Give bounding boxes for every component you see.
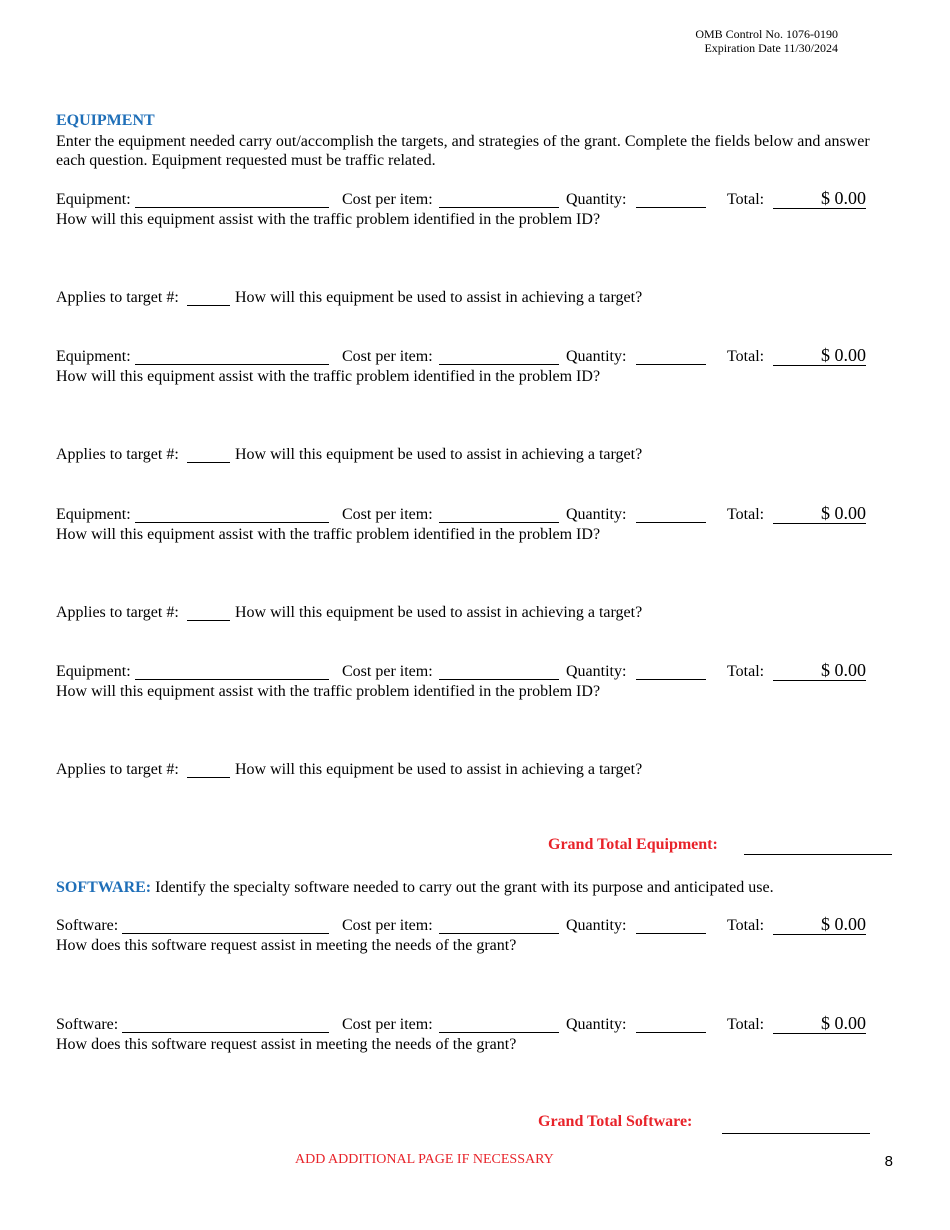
target-label: Applies to target #: [56,761,179,778]
total-label: Total: [727,348,765,365]
equipment-intro: Enter the equipment needed carry out/accomplish the targets, and strategies of the grant. Complete the fields below and answer each question. Equipment requested must be traffic related. [56,133,870,169]
software-label: Software: [56,917,119,934]
equipment-name-field[interactable] [135,207,329,208]
cost-field[interactable] [439,933,559,934]
equipment-section-title: EQUIPMENT [56,112,155,129]
quantity-field[interactable] [636,364,706,365]
target-field[interactable] [187,777,230,778]
software-question: How does this software request assist in meeting the needs of the grant? [56,937,517,954]
target-field[interactable] [187,462,230,463]
software-intro-line [56,878,886,897]
target-question: How will this equipment be used to assist in achieving a target? [235,289,643,306]
target-row [56,288,896,308]
cost-field[interactable] [439,207,559,208]
quantity-field[interactable] [636,679,706,680]
equipment-name-field[interactable] [135,679,329,680]
total-value: $ 0.00 [773,503,866,524]
quantity-label: Quantity: [566,917,627,934]
equipment-label: Equipment: [56,348,131,365]
target-question: How will this equipment be used to assist in achieving a target? [235,604,643,621]
target-row [56,760,896,780]
target-field[interactable] [187,305,230,306]
cost-label: Cost per item: [342,348,433,365]
software-label: Software: [56,1016,119,1033]
equipment-row [56,662,896,682]
equipment-assist-question: How will this equipment assist with the traffic problem identified in the problem ID? [56,368,601,385]
target-question: How will this equipment be used to assist in achieving a target? [235,761,643,778]
cost-label: Cost per item: [342,506,433,523]
equipment-name-field[interactable] [135,522,329,523]
omb-header [695,27,838,55]
quantity-label: Quantity: [566,348,627,365]
target-label: Applies to target #: [56,289,179,306]
additional-page-note: ADD ADDITIONAL PAGE IF NECESSARY [295,1152,554,1167]
equipment-label: Equipment: [56,506,131,523]
target-question: How will this equipment be used to assist in achieving a target? [235,446,643,463]
equipment-label: Equipment: [56,663,131,680]
total-label: Total: [727,663,765,680]
equipment-row [56,505,896,525]
software-section-title: SOFTWARE: [56,879,152,896]
quantity-field[interactable] [636,933,706,934]
target-field[interactable] [187,620,230,621]
quantity-label: Quantity: [566,663,627,680]
software-name-field[interactable] [122,1032,329,1033]
total-value: $ 0.00 [773,1013,866,1034]
equipment-assist-question: How will this equipment assist with the traffic problem identified in the problem ID? [56,211,601,228]
total-label: Total: [727,191,765,208]
total-value: $ 0.00 [773,188,866,209]
equipment-assist-question: How will this equipment assist with the traffic problem identified in the problem ID? [56,683,601,700]
total-label: Total: [727,1016,765,1033]
quantity-field[interactable] [636,522,706,523]
equipment-assist-question: How will this equipment assist with the traffic problem identified in the problem ID? [56,526,601,543]
cost-label: Cost per item: [342,663,433,680]
software-intro: Identify the specialty software needed to carry out the grant with its purpose and anticipated use. [155,879,774,896]
target-row [56,603,896,623]
target-label: Applies to target #: [56,446,179,463]
expiration-date: Expiration Date 11/30/2024 [704,41,838,55]
quantity-label: Quantity: [566,1016,627,1033]
cost-label: Cost per item: [342,191,433,208]
omb-control-number: OMB Control No. 1076-0190 [695,27,838,41]
quantity-label: Quantity: [566,506,627,523]
cost-field[interactable] [439,679,559,680]
total-value: $ 0.00 [773,345,866,366]
software-row [56,1015,896,1035]
cost-field[interactable] [439,522,559,523]
grand-total-software-label: Grand Total Software: [538,1113,693,1130]
quantity-field[interactable] [636,1032,706,1033]
target-row [56,445,896,465]
cost-label: Cost per item: [342,1016,433,1033]
grand-total-equipment-field[interactable] [744,854,892,855]
cost-field[interactable] [439,364,559,365]
total-value: $ 0.00 [773,660,866,681]
grand-total-software-field[interactable] [722,1133,870,1134]
total-label: Total: [727,917,765,934]
page-number: 8 [884,1153,893,1170]
quantity-field[interactable] [636,207,706,208]
equipment-name-field[interactable] [135,364,329,365]
software-question: How does this software request assist in meeting the needs of the grant? [56,1036,517,1053]
equipment-row [56,347,896,367]
total-label: Total: [727,506,765,523]
equipment-label: Equipment: [56,191,131,208]
equipment-row [56,190,896,210]
quantity-label: Quantity: [566,191,627,208]
software-name-field[interactable] [122,933,329,934]
target-label: Applies to target #: [56,604,179,621]
grand-total-equipment-label: Grand Total Equipment: [548,836,718,853]
software-row [56,916,896,936]
total-value: $ 0.00 [773,914,866,935]
cost-field[interactable] [439,1032,559,1033]
cost-label: Cost per item: [342,917,433,934]
